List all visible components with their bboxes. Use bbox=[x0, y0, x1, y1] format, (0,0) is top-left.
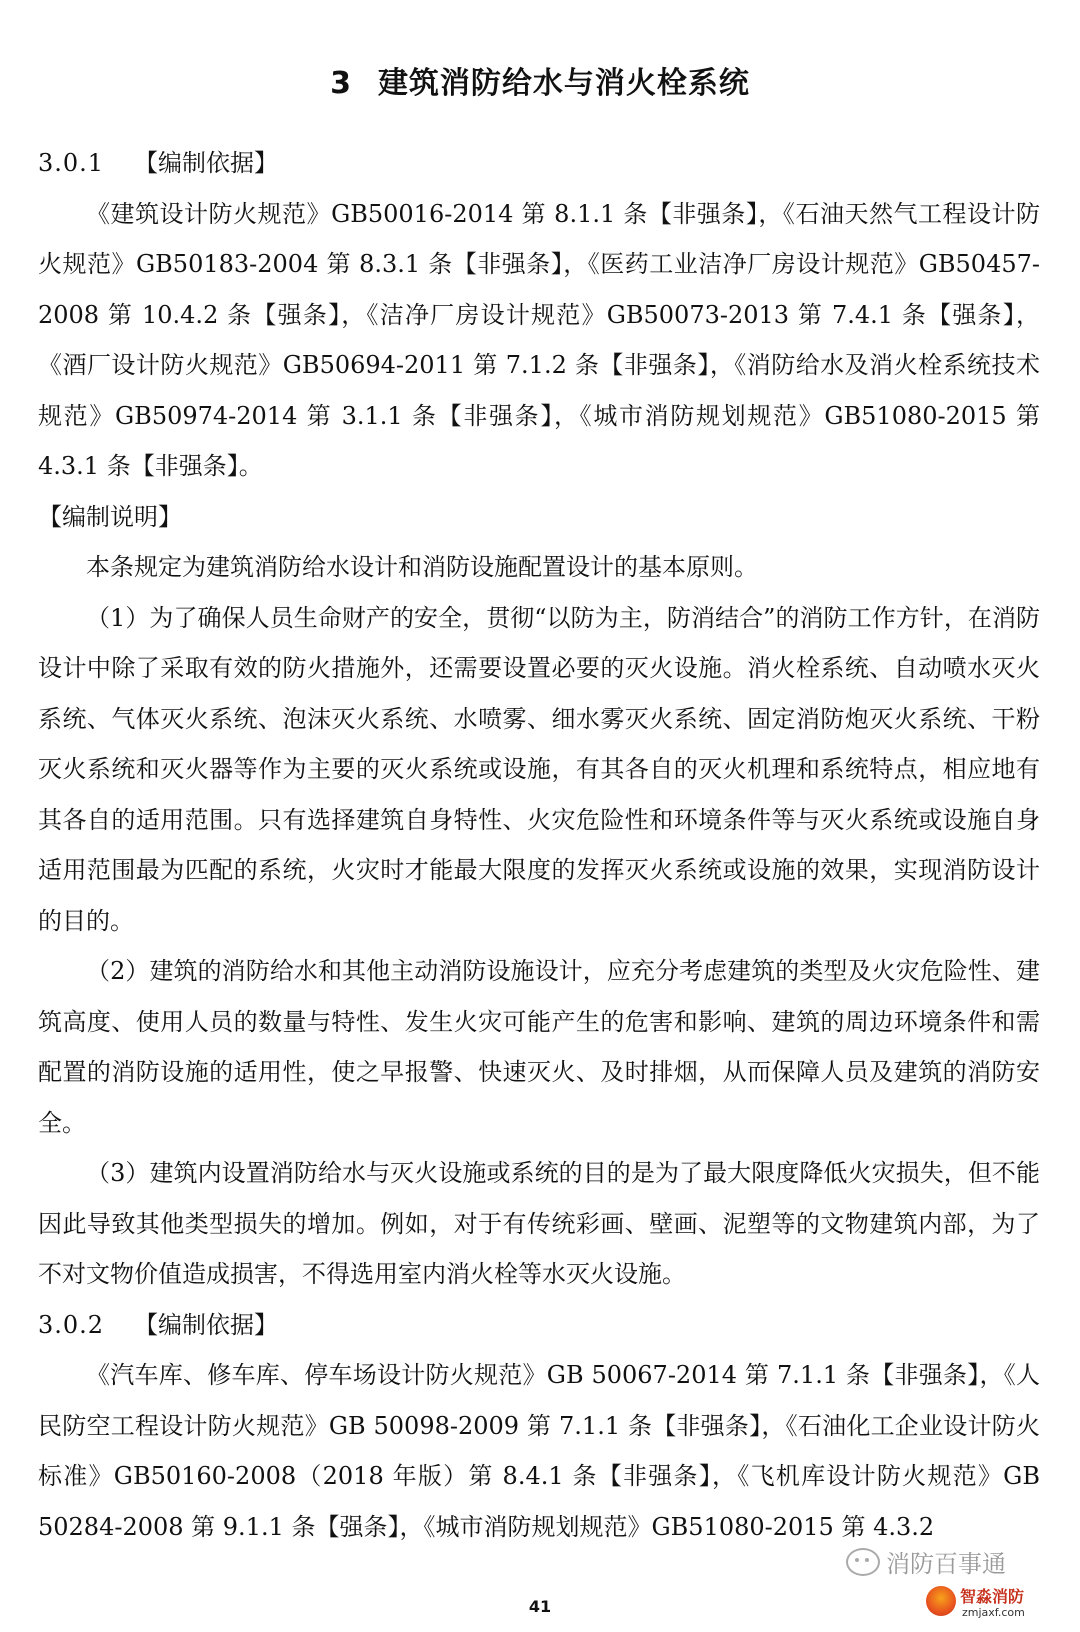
chapter-title-text: 建筑消防给水与消火栓系统 bbox=[377, 66, 750, 101]
basis-paragraph: 《汽车库、修车库、停车场设计防火规范》GB 50067-2014 第 7.1.1 条【非强条】，《人民防空工程设计防火规范》GB 50098-2009 第 7.1.1 条【非强条】，《石油化工企业设计防火标准》GB50160-2008（2018 年版）第 8.4.1 条【非强条】，《飞机库设计防火规范》GB 50284-2008 第 9.1.1 条【强条】，《城市消防规划规范》GB51080-2015 第 4.3.2 bbox=[38, 1361, 1040, 1541]
wechat-icon bbox=[846, 1548, 880, 1576]
section-number: 3.0.2 bbox=[38, 1310, 105, 1339]
chapter-title bbox=[0, 58, 1080, 102]
section-heading bbox=[38, 138, 1040, 189]
basis-paragraph: 《建筑设计防火规范》GB50016-2014 第 8.1.1 条【非强条】，《石油天然气工程设计防火规范》GB50183-2004 第 8.3.1 条【非强条】，《医药工业洁净厂房设计规范》GB50457-2008 第 10.4.2 条【强条】，《洁净厂房设计规范》GB50073-2013 第 7.4.1 条【强条】，《酒厂设计防火规范》GB50694-2011 第 7.1.2 条【非强条】，《消防给水及消火栓系统技术规范》GB50974-2014 第 3.1.1 条【非强条】，《城市消防规划规范》GB51080-2015 第 4.3.1 条【非强条】。 bbox=[38, 199, 1040, 480]
basis-label: 【编制依据】 bbox=[134, 1310, 278, 1339]
site-logo bbox=[926, 1582, 1044, 1624]
logo-url: zmjaxf.com bbox=[962, 1606, 1025, 1619]
basis-label: 【编制依据】 bbox=[134, 149, 278, 177]
document-body bbox=[38, 138, 1040, 1552]
explain-paragraph: （3）建筑内设置消防给水与灭火设施或系统的目的是为了最大限度降低火灾损失，但不能因此导致其他类型损失的增加。例如，对于有传统彩画、壁画、泥塑等的文物建筑内部，为了不对文物价值造成损害，不得选用室内消火栓等水灭火设施。 bbox=[38, 1159, 1040, 1288]
explain-paragraph: （1）为了确保人员生命财产的安全，贯彻“以防为主，防消结合”的消防工作方针，在消防设计中除了采取有效的防火措施外，还需要设置必要的灭火设施。消火栓系统、自动喷水灭火系统、气体灭火系统、泡沫灭火系统、水喷雾、细水雾灭火系统、固定消防炮灭火系统、干粉灭火系统和灭火器等作为主要的灭火系统或设施，有其各自的灭火机理和系统特点，相应地有其各自的适用范围。只有选择建筑自身特性、火灾危险性和环境条件等与灭火系统或设施自身适用范围最为匹配的系统，火灾时才能最大限度的发挥灭火系统或设施的效果，实现消防设计的目的。 bbox=[38, 603, 1040, 935]
logo-name: 智淼消防 bbox=[960, 1587, 1025, 1606]
section-heading bbox=[38, 1300, 1040, 1351]
watermark-text: 消防百事通 bbox=[886, 1550, 1006, 1578]
page-number: 41 bbox=[528, 1597, 552, 1616]
section-number: 3.0.1 bbox=[38, 149, 105, 177]
flame-logo-icon bbox=[926, 1586, 956, 1616]
explain-paragraph: （2）建筑的消防给水和其他主动消防设施设计，应充分考虑建筑的类型及火灾危险性、建筑高度、使用人员的数量与特性、发生火灾可能产生的危害和影响、建筑的周边环境条件和需配置的消防设施的适用性，使之早报警、快速灭火、及时排烟，从而保障人员及建筑的消防安全。 bbox=[38, 957, 1040, 1137]
explain-paragraph: 本条规定为建筑消防给水设计和消防设施配置设计的基本原则。 bbox=[86, 553, 758, 581]
chapter-number: 3 bbox=[330, 66, 352, 101]
watermark bbox=[846, 1544, 1006, 1579]
explain-label: 【编制说明】 bbox=[38, 502, 182, 531]
